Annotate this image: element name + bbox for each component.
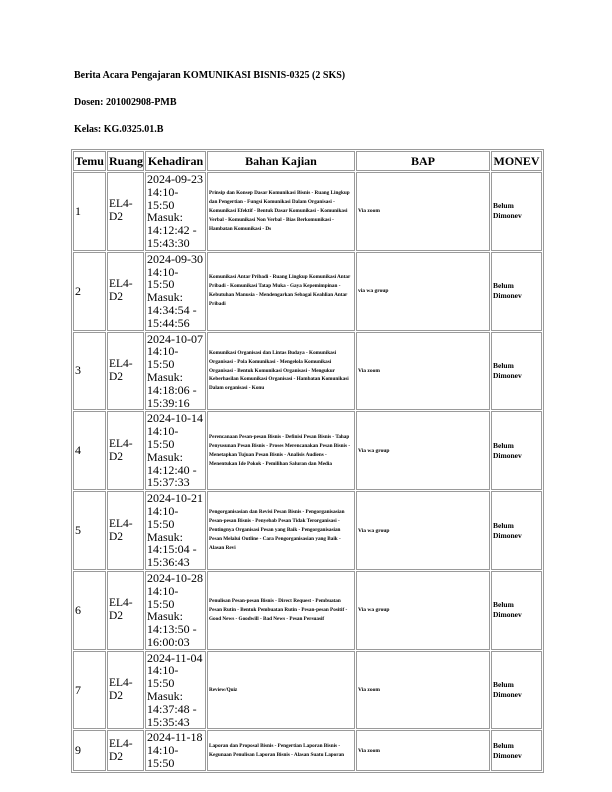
table-row — [73, 411, 542, 490]
cell-ruang: EL4-D2 — [107, 172, 144, 251]
kehadiran-line: 15:43:30 — [147, 235, 190, 250]
cell-temu: 6 — [73, 571, 106, 650]
cell-bahan-kajian: Perencanaan Pesan-pesan Bisnis - Definisi Pesan Bisnis - Tahap Penyusunan Pesan Bisnis - Proses Merencanakan Pesan Bisnis - Menetapkan Tujuan Pesan Bisnis - Analisis Audiens - Menentukan Ide Pokok - Pemilihan Saluran dan Media — [207, 411, 355, 490]
cell-kehadiran — [145, 730, 206, 770]
cell-kehadiran — [145, 411, 206, 490]
table-row — [73, 172, 542, 251]
kehadiran-line: 2024-10-14 — [147, 411, 203, 426]
table-row — [73, 332, 542, 411]
column-header-kehadiran: Kehadiran — [145, 151, 206, 171]
cell-bap: Via wa group — [356, 571, 490, 650]
cell-bap: Via zoom — [356, 730, 490, 770]
lecturer-line: Dosen: 201002908-PMB — [74, 97, 177, 108]
table-header-row — [73, 151, 542, 171]
cell-bahan-kajian: Prinsip dan Konsep Dasar Komunikasi Bisnis - Ruang Lingkup dan Pengertian - Fungsi Komunikasi Dalam Organisasi - Komunikasi Efektif - Bentuk Dasar Komunikasi - Komunikasi Verbal - Komunikasi Non Verbal - Bias Berkomunikasi - Hambatan Komunikasi - Ds — [207, 172, 355, 251]
kehadiran-line: Masuk: — [147, 609, 183, 624]
cell-monev: Belum Dimonev — [491, 411, 542, 490]
kehadiran-line: Masuk: — [147, 210, 183, 225]
cell-temu: 9 — [73, 730, 106, 770]
cell-kehadiran — [145, 651, 206, 730]
column-header-bahan-kajian: Bahan Kajian — [207, 151, 355, 171]
cell-temu: 7 — [73, 651, 106, 730]
cell-monev: Belum Dimonev — [491, 571, 542, 650]
cell-bahan-kajian: Laporan dan Proposal Bisnis - Pengertian Laporan Bisnis - Kegunaan Penulisan Laporan Bisnis - Alasan Suatu Laporan — [207, 730, 355, 770]
kehadiran-line: 14:10-15:50 — [147, 503, 179, 531]
cell-bap: Via zoom — [356, 651, 490, 730]
kehadiran-line: 14:10-15:50 — [147, 264, 179, 292]
cell-bap: Via wa group — [356, 491, 490, 570]
kehadiran-line: 15:35:43 — [147, 714, 190, 729]
kehadiran-line: 14:10-15:50 — [147, 424, 179, 451]
cell-monev: Belum Dimonev — [491, 491, 542, 570]
kehadiran-line: 2024-11-04 — [147, 650, 203, 665]
kehadiran-line: 14:12:42 - — [147, 223, 197, 238]
kehadiran-line: 2024-10-21 — [147, 491, 203, 506]
table-row — [73, 491, 542, 570]
cell-ruang: EL4-D2 — [107, 332, 144, 411]
kehadiran-line: 14:34:54 - — [147, 302, 197, 317]
cell-ruang: EL4-D2 — [107, 571, 144, 650]
cell-temu: 1 — [73, 172, 106, 251]
kehadiran-line: 2024-09-23 — [147, 172, 203, 186]
kehadiran-line: 15:39:16 — [147, 395, 190, 410]
kehadiran-line: 2024-10-07 — [147, 331, 203, 346]
kehadiran-line: Masuk: — [147, 529, 183, 544]
cell-ruang: EL4-D2 — [107, 491, 144, 570]
attendance-table — [71, 149, 544, 773]
cell-temu: 3 — [73, 332, 106, 411]
kehadiran-line: 14:10-15:50 — [147, 184, 179, 212]
kehadiran-line: Masuk: — [147, 290, 183, 305]
kehadiran-line: 15:36:43 — [147, 555, 190, 570]
class-line: Kelas: KG.0325.01.B — [74, 124, 164, 135]
column-header-temu: Temu — [73, 151, 106, 171]
cell-temu: 2 — [73, 252, 106, 331]
cell-bahan-kajian: Review/Quiz — [207, 651, 355, 730]
kehadiran-line: 14:10-15:50 — [147, 344, 179, 372]
cell-kehadiran — [145, 491, 206, 570]
cell-bahan-kajian: Komunikasi Organisasi dan Lintas Budaya - Komunikasi Organisasi - Pola Komunikasi - Mengelola Komunikasi Organisasi - Bentuk Komunikasi Organisasi - Mengukur Keberhasilan Komunikasi Organisasi - Hambatan Komunikasi Dalam organisasi - Konu — [207, 332, 355, 411]
table-row — [73, 252, 542, 331]
kehadiran-line: 15:44:56 — [147, 315, 190, 330]
kehadiran-line: Masuk: — [147, 369, 183, 384]
kehadiran-line: 14:10-15:50 — [147, 663, 179, 691]
kehadiran-line: 14:37:48 - — [147, 701, 197, 716]
column-header-ruang: Ruang — [107, 151, 144, 171]
cell-monev: Belum Dimonev — [491, 332, 542, 411]
cell-temu: 4 — [73, 411, 106, 490]
cell-ruang: EL4-D2 — [107, 651, 144, 730]
cell-temu: 5 — [73, 491, 106, 570]
cell-kehadiran — [145, 332, 206, 411]
kehadiran-line: 14:12:40 - — [147, 462, 197, 477]
kehadiran-line: 14:10-15:50 — [147, 743, 179, 771]
cell-monev: Belum Dimonev — [491, 252, 542, 331]
cell-ruang: EL4-D2 — [107, 411, 144, 490]
table-row — [73, 730, 542, 770]
kehadiran-line: 14:10-15:50 — [147, 583, 179, 611]
cell-ruang: EL4-D2 — [107, 252, 144, 331]
kehadiran-line: 2024-11-18 — [147, 730, 203, 745]
column-header-bap: BAP — [356, 151, 490, 171]
kehadiran-line: 15:37:33 — [147, 475, 190, 490]
kehadiran-line: 14:15:04 - — [147, 542, 197, 557]
kehadiran-line: 2024-09-30 — [147, 251, 203, 266]
cell-kehadiran — [145, 172, 206, 251]
cell-bap: Via wa group — [356, 411, 490, 490]
cell-monev: Belum Dimonev — [491, 172, 542, 251]
cell-kehadiran — [145, 571, 206, 650]
kehadiran-line: 16:00:03 — [147, 634, 190, 649]
kehadiran-line: 14:18:06 - — [147, 382, 197, 397]
cell-ruang: EL4-D2 — [107, 730, 144, 770]
cell-bap: Via zoom — [356, 332, 490, 411]
kehadiran-line: Masuk: — [147, 689, 183, 704]
cell-monev: Belum Dimonev — [491, 730, 542, 770]
cell-bahan-kajian: Komunikasi Antar Pribadi - Ruang Lingkup Komunikasi Antar Pribadi - Komunikasi Tatap Muka - Gaya Kepemimpinan - Kebutuhan Manusia - Mendengarkan Sebagai Keahlian Antar Pribadi — [207, 252, 355, 331]
cell-bap: Via zoom — [356, 172, 490, 251]
document-title: Berita Acara Pengajaran KOMUNIKASI BISNIS-0325 (2 SKS) — [74, 70, 346, 81]
kehadiran-line: 2024-10-28 — [147, 570, 203, 585]
cell-bahan-kajian: Pengorganisasian dan Revisi Pesan Bisnis - Pengorganisasian Pesan-pesan Bisnis - Penyebab Pesan Tidak Terorganisasi - Pentingnya Organisasi Pesan yang Baik - Pengorganisasian Pesan Melalui Outline - Cara Pengorganisasian yang Baik - Alasan Revi — [207, 491, 355, 570]
kehadiran-line: 14:13:50 - — [147, 622, 197, 637]
column-header-monev: MONEV — [491, 151, 542, 171]
table-row — [73, 571, 542, 650]
cell-kehadiran — [145, 252, 206, 331]
cell-bap: via wa group — [356, 252, 490, 331]
cell-bahan-kajian: Penulisan Pesan-pesan Bisnis - Direct Request - Pembuatan Pesan Rutin - Bentuk Pembuatan Rutin - Pesan-pesan Positif - Good News - Goodwill - Bad News - Pesan Persuasif — [207, 571, 355, 650]
cell-monev: Belum Dimonev — [491, 651, 542, 730]
table-row — [73, 651, 542, 730]
kehadiran-line: Masuk: — [147, 449, 183, 464]
